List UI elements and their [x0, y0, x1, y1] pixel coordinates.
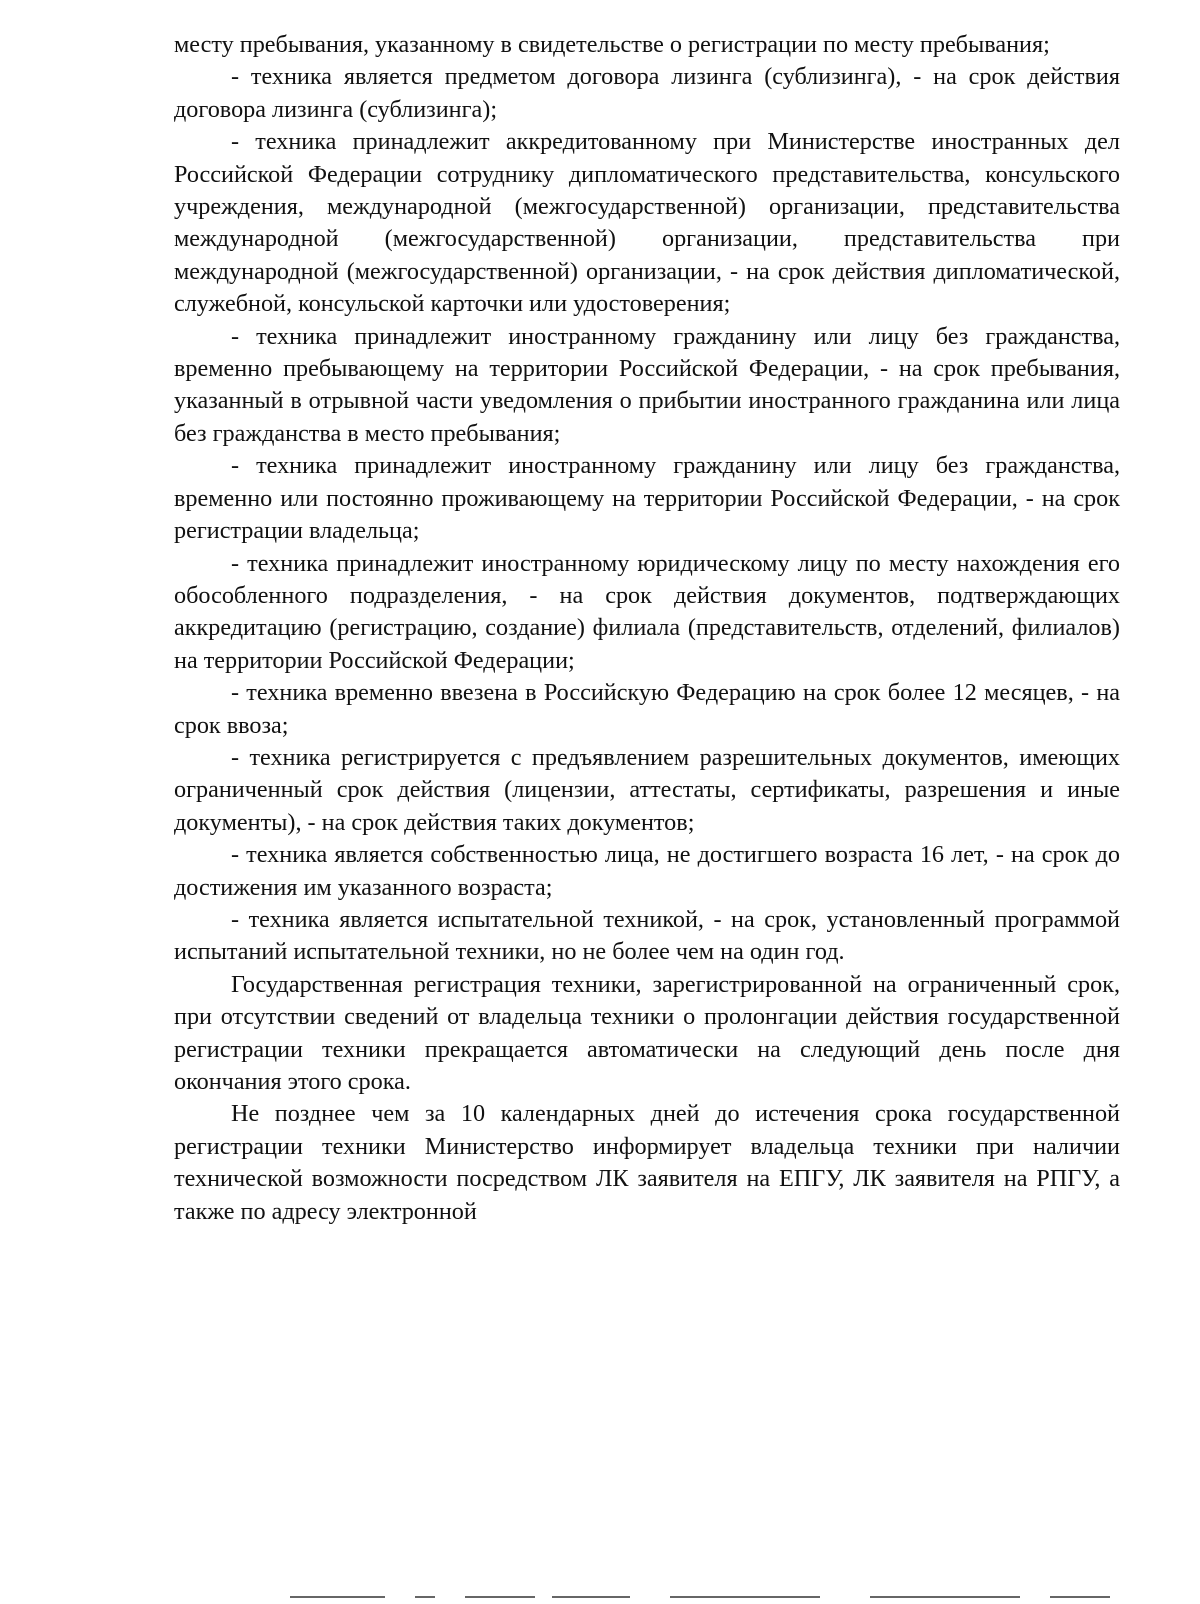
scan-mark	[1050, 1596, 1110, 1598]
scan-mark	[552, 1596, 630, 1598]
paragraph-continuation: месту пребывания, указанному в свидетельстве о регистрации по месту пребывания;	[174, 31, 1050, 58]
scan-mark	[290, 1596, 385, 1598]
paragraph-permits: - техника регистрируется с предъявлением разрешительных документов, имеющих ограниченный срок действия (лицензии, аттестаты, сертификаты, разрешения и иные документы), - на срок действия таких документов;	[174, 743, 1120, 836]
scan-mark	[415, 1596, 435, 1598]
scan-mark	[465, 1596, 535, 1598]
scan-mark	[870, 1596, 1020, 1598]
paragraph-foreign-temporary-stay: - техника принадлежит иностранному гражданину или лицу без гражданства, временно пребывающему на территории Российской Федерации, - на срок пребывания, указанный в отрывной части уведомления о прибытии иностранного гражданина или лица без гражданства в место пребывания;	[174, 322, 1120, 447]
paragraph-foreign-legal-entity: - техника принадлежит иностранному юридическому лицу по месту нахождения его обособленного подразделения, - на срок действия документов, подтверждающих аккредитацию (регистрацию, создание) филиала (представительств, отделений, филиалов) на территории Российской Федерации;	[174, 549, 1120, 674]
paragraph-test-equipment: - техника является испытательной техникой, - на срок, установленный программой испытаний испытательной техники, но не более чем на один год.	[174, 905, 1120, 966]
paragraph-diplomatic: - техника принадлежит аккредитованному при Министерстве иностранных дел Российской Федерации сотруднику дипломатического представительства, консульского учреждения, международной (межгосударственной) организации, представительства международной (межгосударственной) организации, представительства при международной (межгосударственной) организации, - на срок действия дипломатической, служебной, консульской карточки или удостоверения;	[174, 128, 1120, 318]
paragraph-termination: Государственная регистрация техники, зарегистрированной на ограниченный срок, при отсутствии сведений от владельца техники о пролонгации действия государственной регистрации техники прекращается автоматически на следующий день после дня окончания этого срока.	[174, 970, 1120, 1095]
paragraph-leasing: - техника является предметом договора лизинга (сублизинга), - на срок действия договора лизинга (сублизинга);	[174, 63, 1120, 123]
scan-mark	[670, 1596, 820, 1598]
paragraph-notification: Не позднее чем за 10 календарных дней до истечения срока государственной регистрации техники Министерство информирует владельца техники при наличии технической возможности посредством ЛК заявителя на ЕПГУ, ЛК заявителя на РПГУ, а также по адресу электронной	[174, 1100, 1120, 1225]
paragraph-foreign-residence: - техника принадлежит иностранному гражданину или лицу без гражданства, временно или постоянно проживающему на территории Российской Федерации, - на срок регистрации владельца;	[174, 452, 1120, 545]
scan-edge-marks	[290, 1596, 1110, 1600]
document-body	[174, 29, 1120, 1228]
paragraph-minor-owner: - техника является собственностью лица, не достигшего возраста 16 лет, - на срок до достижения им указанного возраста;	[174, 841, 1120, 901]
paragraph-temporary-import: - техника временно ввезена в Российскую Федерацию на срок более 12 месяцев, - на срок ввоза;	[174, 679, 1120, 739]
